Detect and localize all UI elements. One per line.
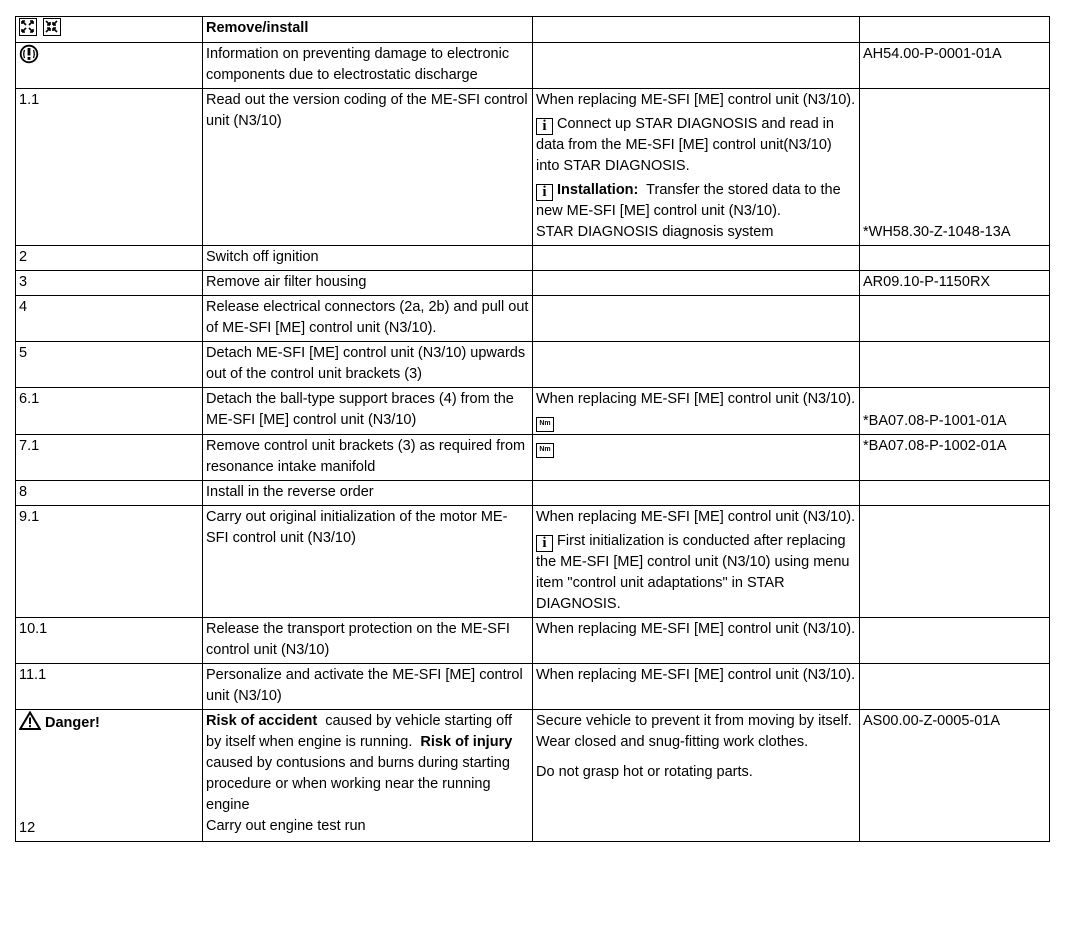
danger-cell (16, 710, 203, 842)
step-number: 10.1 (16, 618, 203, 664)
condition-text: When replacing ME-SFI [ME] control unit (N3/10). (533, 618, 860, 664)
risk-accident-label: Risk of accident (206, 713, 318, 729)
table-row (16, 481, 1050, 506)
empty-cell (860, 618, 1050, 664)
empty-cell (860, 296, 1050, 342)
step-number: 1.1 (16, 89, 203, 246)
info-note (536, 114, 856, 177)
header-icons-cell (16, 17, 203, 43)
table-row (16, 43, 1050, 89)
step-number: 8 (16, 481, 203, 506)
empty-cell (533, 342, 860, 388)
empty-cell (860, 664, 1050, 710)
procedure-table (15, 16, 1050, 842)
empty-cell (533, 481, 860, 506)
step-text: Personalize and activate the ME-SFI [ME] control unit (N3/10) (203, 664, 533, 710)
torque-nm-icon: Nm (536, 443, 554, 458)
esd-icon-cell (16, 43, 203, 89)
step-number: 7.1 (16, 435, 203, 481)
empty-cell (533, 296, 860, 342)
step-notes (533, 388, 860, 435)
step-text: Switch off ignition (203, 246, 533, 271)
step-ref[interactable]: *WH58.30-Z-1048-13A (860, 89, 1050, 246)
step-text: Carry out engine test run (206, 818, 366, 834)
header-empty-3 (533, 17, 860, 43)
table-row (16, 664, 1050, 710)
install-icon (43, 18, 61, 36)
condition-text: When replacing ME-SFI [ME] control unit (N3/10). (533, 664, 860, 710)
step-number: 4 (16, 296, 203, 342)
empty-cell (860, 506, 1050, 618)
step-notes (533, 506, 860, 618)
torque-nm-icon: Nm (536, 417, 554, 432)
risk-accident-text: caused by vehicle starting off by itself when engine is running. (206, 713, 512, 750)
step-ref[interactable]: AR09.10-P-1150RX (860, 271, 1050, 296)
installation-label: Installation: (557, 182, 639, 198)
empty-cell (860, 481, 1050, 506)
step-text: Carry out original initialization of the motor ME-SFI control unit (N3/10) (203, 506, 533, 618)
remove-icon (19, 18, 37, 36)
condition-text: When replacing ME-SFI [ME] control unit (N3/10). (536, 391, 856, 407)
step-number: 2 (16, 246, 203, 271)
info-text: Transfer the stored data to the new ME-SFI [ME] control unit (N3/10). (536, 182, 841, 219)
step-text: Release the transport protection on the ME-SFI control unit (N3/10) (203, 618, 533, 664)
table-row (16, 506, 1050, 618)
header-empty-4 (860, 17, 1050, 43)
table-row (16, 618, 1050, 664)
info-note (536, 180, 856, 222)
info-note (536, 531, 856, 615)
danger-label: Danger! (45, 715, 100, 731)
danger-warning (19, 715, 100, 731)
info-icon: i (536, 535, 553, 552)
step-notes (533, 89, 860, 246)
empty-cell (860, 246, 1050, 271)
table-row (16, 296, 1050, 342)
esd-empty (533, 43, 860, 89)
step-notes (533, 435, 860, 481)
esd-text: Information on preventing damage to electronic components due to electrostatic discharge (203, 43, 533, 89)
measure-text: Do not grasp hot or rotating parts. (536, 764, 753, 780)
info-icon: i (536, 184, 553, 201)
step-number: 6.1 (16, 388, 203, 435)
step-number: 11.1 (16, 664, 203, 710)
empty-cell (533, 271, 860, 296)
step-text: Detach ME-SFI [ME] control unit (N3/10) upwards out of the control unit brackets (3) (203, 342, 533, 388)
table-row (16, 342, 1050, 388)
table-row (16, 388, 1050, 435)
step-number: 5 (16, 342, 203, 388)
safety-measures (533, 710, 860, 842)
esd-ref[interactable]: AH54.00-P-0001-01A (860, 43, 1050, 89)
table-header-row (16, 17, 1050, 43)
risk-injury-text: caused by contusions and burns during starting procedure or when working near the running engine (206, 755, 510, 813)
step-text: Remove air filter housing (203, 271, 533, 296)
step-number: 3 (16, 271, 203, 296)
warning-triangle-icon (19, 711, 41, 730)
info-text: Connect up STAR DIAGNOSIS and read in data from the ME-SFI [ME] control unit(N3/10) into STAR DIAGNOSIS. (536, 116, 834, 174)
esd-warning-icon (19, 44, 39, 64)
empty-cell (860, 342, 1050, 388)
condition-text: When replacing ME-SFI [ME] control unit (N3/10). (536, 509, 856, 525)
step-ref[interactable]: *BA07.08-P-1001-01A (860, 388, 1050, 435)
measure-text: Wear closed and snug-fitting work clothes. (536, 734, 809, 750)
torque-line (536, 410, 856, 432)
risk-injury-label: Risk of injury (420, 734, 513, 750)
condition-text: When replacing ME-SFI [ME] control unit (N3/10). (536, 92, 856, 108)
step-text: Release electrical connectors (2a, 2b) and pull out of ME-SFI [ME] control unit (N3/10). (203, 296, 533, 342)
step-text: Remove control unit brackets (3) as required from resonance intake manifold (203, 435, 533, 481)
step-number: 12 (19, 820, 36, 836)
empty-cell (533, 246, 860, 271)
table-row (16, 246, 1050, 271)
tool-text: STAR DIAGNOSIS diagnosis system (536, 224, 774, 240)
step-text: Detach the ball-type support braces (4) from the ME-SFI [ME] control unit (N3/10) (203, 388, 533, 435)
table-row (16, 435, 1050, 481)
table-row (16, 271, 1050, 296)
step-number: 9.1 (16, 506, 203, 618)
info-icon: i (536, 118, 553, 135)
measure-text: Secure vehicle to prevent it from moving by itself. (536, 713, 852, 729)
table-row (16, 89, 1050, 246)
danger-text (203, 710, 533, 842)
step-ref[interactable]: AS00.00-Z-0005-01A (860, 710, 1050, 842)
step-ref[interactable]: *BA07.08-P-1002-01A (860, 435, 1050, 481)
info-text: First initialization is conducted after replacing the ME-SFI [ME] control unit (N3/10) using menu item "control unit adaptations" in STAR DIAGNOSIS. (536, 533, 850, 612)
table-row (16, 710, 1050, 842)
step-text: Install in the reverse order (203, 481, 533, 506)
header-title: Remove/install (203, 17, 533, 43)
step-text: Read out the version coding of the ME-SFI control unit (N3/10) (203, 89, 533, 246)
